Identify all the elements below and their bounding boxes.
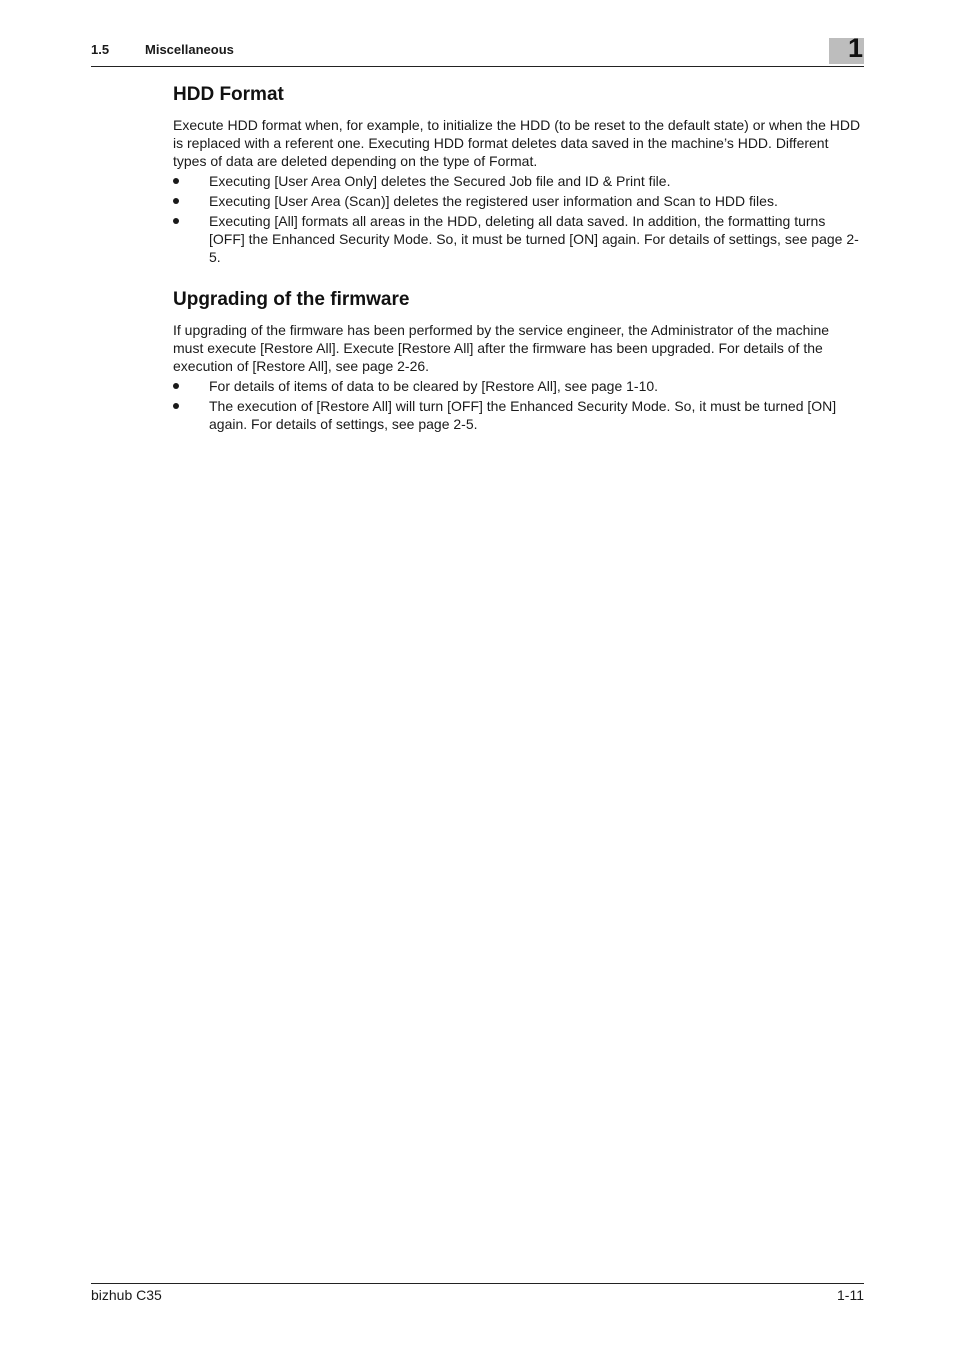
page-number: 1-11 — [837, 1287, 864, 1303]
paragraph-hdd-format: Execute HDD format when, for example, to initialize the HDD (to be reset to the default state) or when the HDD is replaced with a referent one. Executing HDD format deletes data saved in the machine’s HDD. Different types of data are deleted depending on the type of Format. — [173, 116, 861, 169]
chapter-number: 1 — [847, 33, 863, 63]
heading-hdd-format: HDD Format — [173, 84, 284, 105]
bullet-icon — [173, 383, 179, 389]
list-item — [173, 192, 863, 210]
list-item-text: Executing [User Area Only] deletes the Secured Job file and ID & Print file. — [209, 172, 671, 189]
list-item — [173, 397, 863, 433]
chapter-badge — [829, 33, 864, 64]
section-number: 1.5 — [91, 42, 110, 57]
list-item — [173, 172, 863, 190]
list-item — [173, 377, 863, 395]
page-content — [173, 84, 863, 433]
list-item-text: Executing [All] formats all areas in the HDD, deleting all data saved. In addition, the formatting turns [OFF] the Enhanced Security Mode. So, it must be turned [ON] again. For details of settings, see page 2-5. — [209, 212, 859, 265]
list-item-text: Executing [User Area (Scan)] deletes the registered user information and Scan to HDD files. — [209, 192, 778, 209]
page-header — [91, 33, 864, 67]
heading-upgrading-firmware: Upgrading of the firmware — [173, 288, 410, 310]
bullet-icon — [173, 218, 179, 224]
section-title: Miscellaneous — [145, 42, 234, 57]
bullet-icon — [173, 403, 179, 409]
list-item-text: For details of items of data to be cleared by [Restore All], see page 1-10. — [209, 377, 659, 394]
list-item — [173, 212, 863, 266]
bullet-icon — [173, 178, 179, 184]
list-item-text: The execution of [Restore All] will turn [OFF] the Enhanced Security Mode. So, it must be turned [ON] again. For details of settings, see page 2-5. — [209, 397, 837, 432]
bullet-icon — [173, 198, 179, 204]
paragraph-upgrading-firmware: If upgrading of the firmware has been performed by the service engineer, the Administrator of the machine must execute [Restore All]. Execute [Restore All] after the firmware has been upgraded. For details of the execution of [Restore All], see page 2-26. — [173, 321, 830, 374]
product-name: bizhub C35 — [91, 1287, 162, 1303]
bullet-list-upgrading-firmware — [173, 377, 863, 433]
page-footer — [91, 1283, 864, 1306]
bullet-list-hdd-format — [173, 172, 863, 266]
